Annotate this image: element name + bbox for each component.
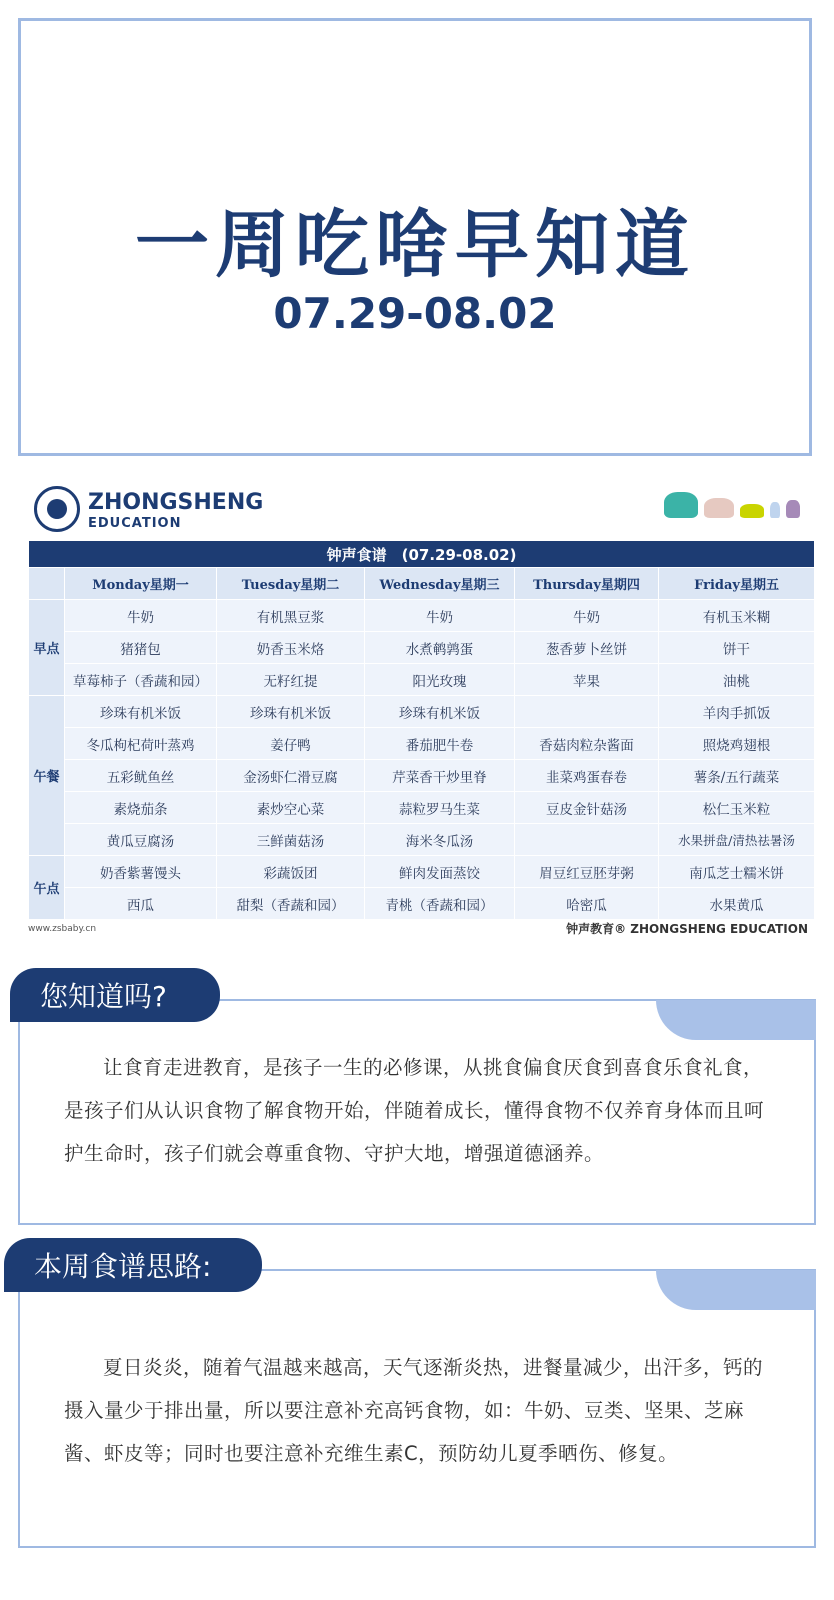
menu-cell: 蒜粒罗马生菜 [365,792,515,824]
menu-cell: 草莓柿子（香蔬和园） [65,664,217,696]
menu-cell: 素炒空心菜 [217,792,365,824]
menu-cell: 眉豆红豆胚芽粥 [515,856,659,888]
corner-decoration [656,1270,816,1310]
hero-banner [18,18,812,456]
menu-cell: 鲜肉发面蒸饺 [365,856,515,888]
menu-cell [515,824,659,856]
menu-cell: 猪猪包 [65,632,217,664]
menu-cell [515,696,659,728]
menu-idea-title: 本周食谱思路: [4,1238,262,1292]
menu-cell: 韭菜鸡蛋春卷 [515,760,659,792]
menu-cell: 番茄肥牛卷 [365,728,515,760]
day-header: Tuesday星期二 [217,568,365,600]
menu-cell: 甜梨（香蔬和园） [217,888,365,920]
menu-cell: 金汤虾仁滑豆腐 [217,760,365,792]
menu-cell: 珍珠有机米饭 [65,696,217,728]
website-url: www.zsbaby.cn [28,924,97,934]
menu-cell: 薯条/五行蔬菜 [659,760,815,792]
menu-cell: 无籽红提 [217,664,365,696]
menu-cell: 芹菜香干炒里脊 [365,760,515,792]
menu-cell: 豆皮金针菇汤 [515,792,659,824]
brand-name: ZHONGSHENG [88,490,264,515]
day-header: Monday星期一 [65,568,217,600]
menu-cell: 奶香玉米烙 [217,632,365,664]
did-you-know-text: 让食育走进教育，是孩子一生的必修课，从挑食偏食厌食到喜食乐食礼食，是孩子们从认识食物了解食物开始，伴随着成长，懂得食物不仅养育身体而且呵护生命时，孩子们就会尊重食物、守护大地，增强道德涵养。 [64,1056,765,1165]
hero-title: 一周吃啥早知道 [135,202,695,288]
menu-cell: 姜仔鸭 [217,728,365,760]
menu-cell: 南瓜芝士糯米饼 [659,856,815,888]
elephant-icon [664,492,698,518]
menu-cell: 奶香紫薯馒头 [65,856,217,888]
did-you-know-title: 您知道吗? [10,968,220,1022]
animal-illustrations [664,492,800,518]
day-header: Friday星期五 [659,568,815,600]
menu-cell: 水煮鹌鹑蛋 [365,632,515,664]
day-header: Thursday星期四 [515,568,659,600]
corner-decoration [656,1000,816,1040]
bird-icon [770,502,780,518]
menu-cell: 三鲜菌菇汤 [217,824,365,856]
menu-cell: 有机黑豆浆 [217,600,365,632]
menu-cell: 葱香萝卜丝饼 [515,632,659,664]
menu-table [28,540,815,920]
menu-cell: 珍珠有机米饭 [217,696,365,728]
menu-cell: 哈密瓜 [515,888,659,920]
dog-icon [740,504,764,518]
section-label: 午点 [29,856,65,920]
menu-cell: 有机玉米糊 [659,600,815,632]
footer-brand: 钟声教育® ZHONGSHENG EDUCATION [566,922,808,936]
menu-cell: 牛奶 [515,600,659,632]
menu-cell: 西瓜 [65,888,217,920]
menu-cell: 油桃 [659,664,815,696]
section-label: 午餐 [29,696,65,856]
school-logo-icon [34,486,80,532]
corner-cell [29,568,65,600]
menu-cell: 香菇肉粒杂酱面 [515,728,659,760]
menu-idea-text: 夏日炎炎，随着气温越来越高，天气逐渐炎热，进餐量减少，出汗多，钙的摄入量少于排出量，所以要注意补充高钙食物，如：牛奶、豆类、坚果、芝麻酱、虾皮等；同时也要注意补充维生素C，预防幼儿夏季晒伤、修复。 [64,1356,764,1465]
menu-cell: 冬瓜枸杞荷叶蒸鸡 [65,728,217,760]
small-animal-icon [786,500,800,518]
menu-cell: 饼干 [659,632,815,664]
menu-cell: 五彩鱿鱼丝 [65,760,217,792]
menu-cell: 苹果 [515,664,659,696]
menu-cell: 珍珠有机米饭 [365,696,515,728]
menu-cell: 彩蔬饭团 [217,856,365,888]
hero-date: 07.29-08.02 [273,289,557,338]
menu-caption: 钟声食谱 (07.29-08.02) [29,541,815,568]
menu-cell: 牛奶 [365,600,515,632]
menu-cell: 海米冬瓜汤 [365,824,515,856]
menu-cell: 水果拼盘/清热祛暑汤 [659,824,815,856]
section-label: 早点 [29,600,65,696]
menu-cell: 水果黄瓜 [659,888,815,920]
menu-cell: 松仁玉米粒 [659,792,815,824]
menu-cell: 阳光玫瑰 [365,664,515,696]
menu-card [26,480,816,940]
day-header: Wednesday星期三 [365,568,515,600]
menu-cell: 黄瓜豆腐汤 [65,824,217,856]
menu-cell: 素烧茄条 [65,792,217,824]
brand-sub: EDUCATION [88,516,182,531]
cat-icon [704,498,734,518]
menu-cell: 青桃（香蔬和园） [365,888,515,920]
menu-cell: 照烧鸡翅根 [659,728,815,760]
menu-cell: 羊肉手抓饭 [659,696,815,728]
menu-cell: 牛奶 [65,600,217,632]
